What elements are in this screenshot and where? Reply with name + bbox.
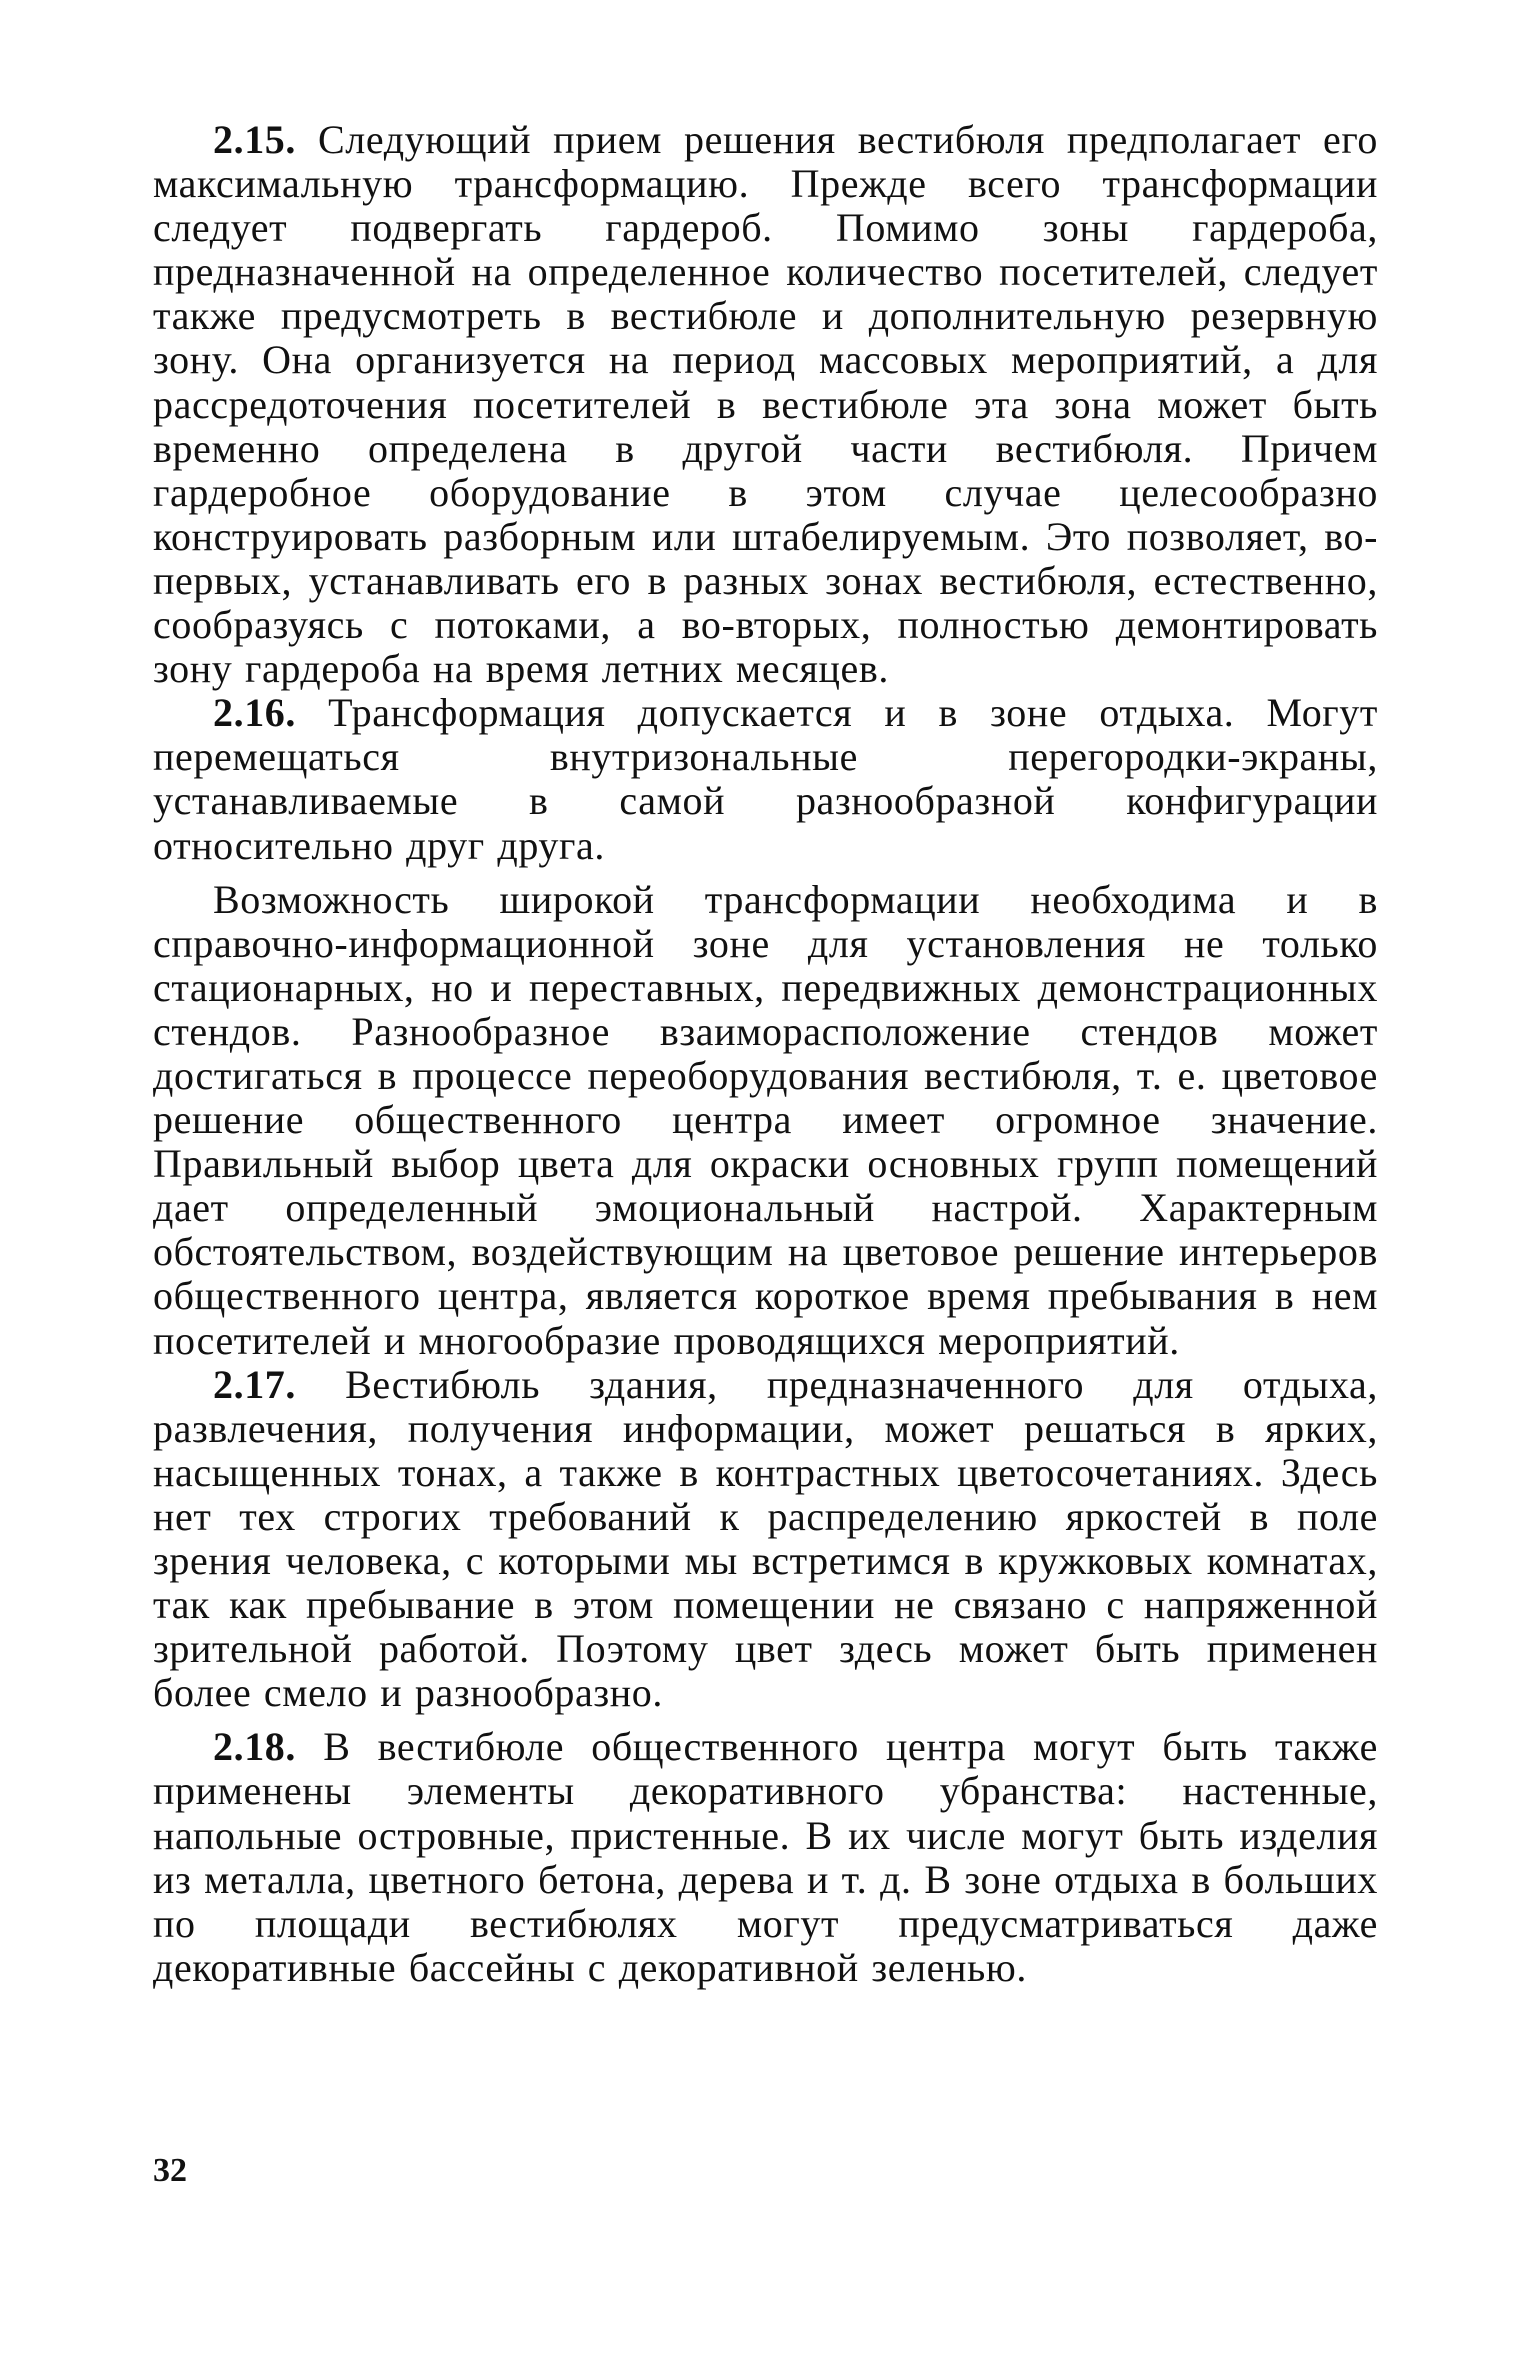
body-text [153, 118, 1378, 1990]
section-number: 2.15. [213, 117, 296, 162]
paragraph-2-15 [153, 118, 1378, 691]
section-number: 2.16. [213, 690, 296, 736]
paragraph-text: В вестибюле общественного центра могут быть также применены элементы декоративного убранства: настенные, напольные островные, пристенные. В их числе могут быть изделия из металла, цветного бетона, дерева и т. д. В зоне отдыха в больших по площади вестибюлях могут предусматриваться даже декоративные бассейны с декоративной зеленью. [153, 1724, 1378, 1990]
paragraph-text: Вестибюль здания, предназначенного для отдыха, развлечения, получения информации, может решаться в ярких, насыщенных тонах, а также в контрастных цветосочетаниях. Здесь нет тех строгих требований к распределению яркостей в поле зрения человека, с которыми мы встретимся в кружковых комнатах, так как пребывание в этом помещении не связано с напряженной зрительной работой. Поэтому цвет здесь может быть применен более смело и разнообразно. [153, 1361, 1378, 1716]
paragraph-text: Следующий прием решения вестибюля предполагает его максимальную трансформацию. Прежде всего трансформации следует подвергать гардероб. Помимо зоны гардероба, предназначенной на определенное количество посетителей, следует также предусмотреть в вестибюле и дополнительную резервную зону. Она организуется на период массовых мероприятий, а для рассредоточения посетителей в вестибюле эта зона может быть временно определена в другой части вестибюля. Причем гардеробное оборудование в этом случае целесообразно конструировать разборным или штабелируемым. Это позволяет, во-первых, устанавливать его в разных зонах вестибюля, естественно, сообразуясь с потоками, а во-вторых, полностью демонтировать зону гардероба на время летних месяцев. [153, 117, 1379, 692]
paragraph-transformation [153, 878, 1378, 1363]
paragraph-2-16 [153, 691, 1378, 867]
paragraph-text: Трансформация допускается и в зоне отдыха. Могут перемещаться внутризональные перегородки-экраны, устанавливаемые в самой разнообразной конфигурации относительно друг друга. [153, 690, 1378, 868]
paragraph-text: Возможность широкой трансформации необходима и в справочно-информационной зоне для установления не только стационарных, но и переставных, передвижных демонстрационных стендов. Разнообразное взаиморасположение стендов может достигаться в процессе переоборудования вестибюля, т. е. цветовое решение общественного центра имеет огромное значение. Правильный выбор цвета для окраски основных групп помещений дает определенный эмоциональный настрой. Характерным обстоятельством, воздействующим на цветовое решение интерьеров общественного центра, является короткое время пребывания в нем посетителей и многообразие проводящихся мероприятий. [153, 876, 1378, 1363]
section-number: 2.18. [213, 1724, 296, 1770]
page-number: 32 [153, 2152, 187, 2189]
paragraph-2-18 [153, 1725, 1378, 1990]
paragraph-2-17 [153, 1363, 1378, 1716]
section-number: 2.17. [213, 1361, 296, 1407]
